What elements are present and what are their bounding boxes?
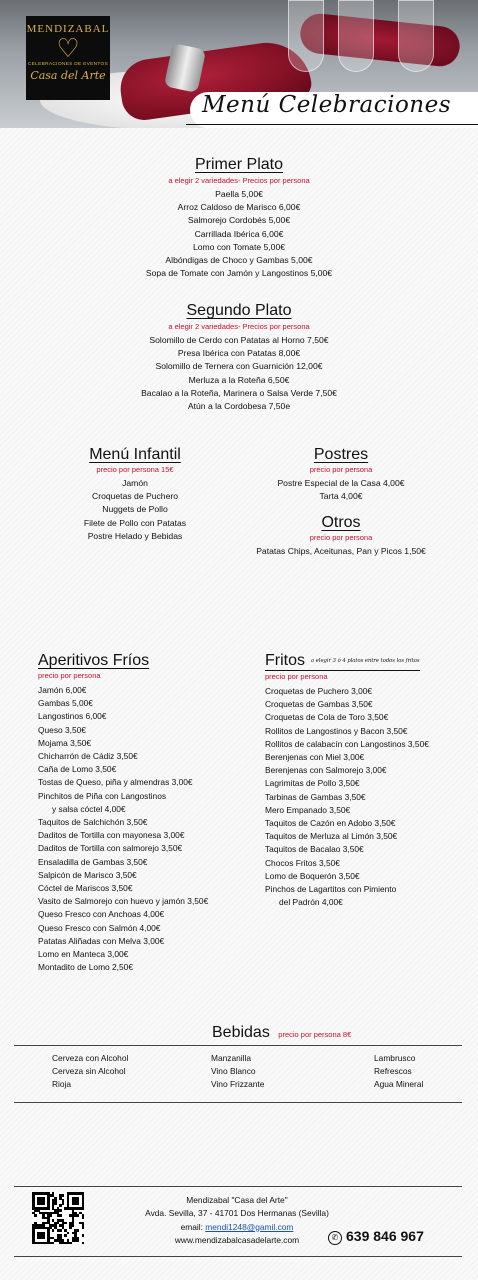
section-title: Otros bbox=[321, 514, 361, 531]
section-subtitle: precio por persona bbox=[309, 465, 373, 474]
menu-item: Solomillo de Cerdo con Patatas al Horno 7,50€ bbox=[149, 335, 329, 345]
qr-module bbox=[77, 1229, 80, 1232]
contact-info bbox=[130, 1194, 344, 1248]
bebidas-column bbox=[374, 1052, 423, 1092]
menu-item: Berenjenas con Miel 3,00€ bbox=[265, 752, 365, 763]
glass-graphic bbox=[398, 0, 434, 72]
menu-item: Bacalao a la Roteña, Marinera o Salsa Verde 7,50€ bbox=[141, 387, 337, 398]
divider bbox=[14, 1256, 462, 1257]
menu-item: Solomillo de Ternera con Guarnición 12,00€ bbox=[155, 361, 323, 372]
page-title: Menú Celebraciones bbox=[202, 92, 452, 118]
menu-item: Rollitos de Langostinos y Bacon 3,50€ bbox=[265, 725, 408, 736]
qr-module bbox=[62, 1202, 65, 1205]
menu-item: Salpicón de Marisco 3,50€ bbox=[38, 869, 137, 880]
section-title: Aperitivos Fríos bbox=[38, 652, 150, 669]
item-list bbox=[60, 477, 210, 543]
menu-item: Lagrimitas de Pollo 3,50€ bbox=[265, 778, 360, 789]
divider bbox=[14, 1186, 462, 1187]
menu-item: Ensaladilla de Gambas 3,50€ bbox=[38, 856, 148, 867]
menu-item: Chocos Fritos 3,50€ bbox=[265, 857, 340, 868]
menu-item: Langostinos 6,00€ bbox=[38, 711, 107, 722]
menu-item: Vino Frizzante bbox=[211, 1079, 265, 1090]
section-postres bbox=[250, 446, 432, 503]
menu-item: Carrillada Ibérica 6,00€ bbox=[194, 228, 284, 239]
qr-module bbox=[59, 1204, 62, 1207]
section-note: a elegir 3 ó 4 platos entre todos los fritos bbox=[311, 657, 420, 664]
section-bebidas bbox=[212, 1024, 351, 1042]
menu-item: Daditos de Tortilla con mayonesa 3,00€ bbox=[38, 830, 185, 841]
menu-item: Jamón 6,00€ bbox=[38, 685, 87, 695]
menu-item: Taquitos de Cazón en Adobo 3,50€ bbox=[265, 818, 396, 829]
fritos-header bbox=[265, 652, 420, 671]
qr-module bbox=[59, 1214, 62, 1217]
section-subtitle: precio por persona 15€ bbox=[96, 465, 174, 474]
qr-module bbox=[64, 1222, 67, 1225]
logo-name: MENDIZABAL bbox=[26, 23, 110, 35]
section-title: Segundo Plato bbox=[186, 302, 292, 319]
menu-item: Mero Empanado 3,50€ bbox=[265, 804, 351, 815]
qr-module bbox=[82, 1234, 85, 1237]
title-underline bbox=[186, 124, 478, 125]
menu-item: del Padrón 4,00€ bbox=[279, 897, 343, 908]
qr-module bbox=[47, 1207, 50, 1210]
menu-item: Jamón bbox=[122, 478, 148, 488]
qr-module bbox=[62, 1194, 65, 1197]
item-list bbox=[0, 188, 478, 280]
menu-item: Queso 3,50€ bbox=[38, 724, 86, 735]
menu-item: Mojama 3,50€ bbox=[38, 737, 92, 748]
menu-item: Croquetas de Puchero bbox=[92, 491, 178, 502]
qr-module bbox=[67, 1232, 70, 1235]
glass-graphic bbox=[288, 0, 324, 72]
email-line bbox=[130, 1221, 344, 1234]
logo-tagline: CELEBRACIONES DE EVENTOS bbox=[27, 62, 109, 67]
phone-text: 639 846 967 bbox=[346, 1228, 424, 1244]
qr-module bbox=[72, 1224, 75, 1227]
qr-code-icon bbox=[32, 1192, 84, 1244]
menu-item: Nuggets de Pollo bbox=[102, 504, 168, 515]
menu-item: y salsa cóctel 4,00€ bbox=[52, 803, 126, 814]
menu-item: Taquitos de Bacalao 3,50€ bbox=[265, 844, 364, 855]
section-subtitle: precio por persona bbox=[38, 671, 101, 680]
section-segundo-plato bbox=[0, 302, 478, 413]
menu-item: Patatas Chips, Aceitunas, Pan y Picos 1,50€ bbox=[256, 546, 426, 556]
bebidas-column bbox=[211, 1052, 264, 1092]
qr-module bbox=[59, 1209, 62, 1212]
section-subtitle: a elegir 2 variedades- Precios por persona bbox=[168, 176, 310, 185]
menu-item: Berenjenas con Salmorejo 3,00€ bbox=[265, 765, 387, 776]
section-otros bbox=[240, 514, 442, 558]
menu-item: Croquetas de Cola de Toro 3,50€ bbox=[265, 712, 389, 723]
section-primer-plato bbox=[0, 156, 478, 280]
section-title: Fritos bbox=[265, 652, 305, 669]
menu-item: Postre Helado y Bebidas bbox=[87, 530, 183, 541]
menu-item: Croquetas de Gambas 3,50€ bbox=[265, 699, 373, 710]
menu-item: Rollitos de calabacín con Langostinos 3,50€ bbox=[265, 738, 429, 749]
section-title: Menú Infantil bbox=[89, 446, 181, 463]
menu-item: Cerveza con Alcohol bbox=[52, 1053, 129, 1063]
qr-module bbox=[52, 1229, 55, 1232]
menu-item: Agua Mineral bbox=[374, 1079, 424, 1090]
phone-number[interactable] bbox=[328, 1228, 424, 1245]
qr-module bbox=[69, 1227, 72, 1230]
qr-module bbox=[49, 1214, 52, 1217]
menu-item: Patatas Aliñadas con Melva 3,00€ bbox=[38, 935, 165, 946]
section-subtitle: precio por persona bbox=[265, 672, 328, 681]
section-subtitle: precio por persona bbox=[309, 533, 373, 542]
website-link[interactable]: www.mendizabalcasadelarte.com bbox=[174, 1235, 300, 1246]
menu-item: Lomo de Boquerón 3,50€ bbox=[265, 870, 360, 881]
qr-module bbox=[52, 1242, 55, 1245]
menu-item: Presa Ibérica con Patatas 8,00€ bbox=[177, 348, 301, 359]
section-subtitle: precio por persona 8€ bbox=[278, 1030, 352, 1039]
menu-item: Paella 5,00€ bbox=[215, 189, 263, 199]
menu-item: Queso Fresco con Anchoas 4,00€ bbox=[38, 909, 165, 920]
menu-item: Daditos de Tortilla con salmorejo 3,50€ bbox=[38, 843, 183, 854]
logo bbox=[26, 16, 110, 100]
section-title: Primer Plato bbox=[194, 156, 284, 173]
menu-item: Lomo en Manteca 3,00€ bbox=[38, 949, 129, 960]
menu-item: Cerveza sin Alcohol bbox=[52, 1066, 126, 1077]
email-label: email: bbox=[180, 1221, 203, 1232]
qr-module bbox=[69, 1242, 72, 1245]
menu-item: Lomo con Tomate 5,00€ bbox=[192, 241, 286, 252]
menu-item: Merluza a la Roteña 6,50€ bbox=[188, 374, 290, 385]
item-list bbox=[0, 334, 478, 413]
item-list bbox=[265, 685, 465, 909]
qr-module bbox=[42, 1237, 45, 1240]
menu-item: Taquitos de Salchichón 3,50€ bbox=[38, 817, 148, 828]
bebidas-column bbox=[52, 1052, 128, 1092]
item-list bbox=[240, 545, 442, 558]
qr-module bbox=[77, 1214, 80, 1217]
qr-module bbox=[54, 1202, 57, 1205]
section-menu-infantil bbox=[60, 446, 210, 543]
menu-item: Pinchos de Lagartitos con Pimiento bbox=[265, 884, 397, 895]
heart-icon: ♡ bbox=[56, 33, 80, 63]
menu-item: Vasito de Salmorejo con huevo y jamón 3,50€ bbox=[38, 896, 209, 907]
menu-item: Filete de Pollo con Patatas bbox=[83, 517, 187, 528]
menu-item: Pinchitos de Piña con Langostinos bbox=[38, 790, 167, 801]
divider bbox=[14, 1045, 462, 1046]
menu-item: Cóctel de Mariscos 3,50€ bbox=[38, 883, 133, 894]
menu-item: Tarbinas de Gambas 3,50€ bbox=[265, 791, 366, 802]
qr-module bbox=[64, 1234, 67, 1237]
section-aperitivos-frios bbox=[38, 652, 248, 974]
menu-item: Croquetas de Puchero 3,00€ bbox=[265, 686, 373, 696]
section-title: Postres bbox=[313, 446, 369, 463]
menu-item: Refrescos bbox=[374, 1066, 412, 1077]
menu-item: Chicharrón de Cádiz 3,50€ bbox=[38, 751, 138, 762]
phone-icon: ✆ bbox=[328, 1231, 342, 1245]
qr-module bbox=[42, 1202, 45, 1205]
section-title: Bebidas bbox=[212, 1024, 270, 1041]
menu-item: Atún a la Cordobesa 7,50e bbox=[187, 401, 291, 412]
qr-module bbox=[34, 1214, 37, 1217]
menu-item: Caña de Lomo 3,50€ bbox=[38, 764, 117, 775]
divider bbox=[14, 1102, 462, 1103]
menu-item: Postre Especial de la Casa 4,00€ bbox=[277, 478, 405, 488]
glass-graphic bbox=[338, 0, 374, 72]
menu-item: Arroz Caldoso de Marisco 6,00€ bbox=[177, 202, 301, 213]
qr-module bbox=[82, 1242, 85, 1245]
menu-item: Sopa de Tomate con Jamón y Langostinos 5,00€ bbox=[145, 268, 333, 279]
qr-module bbox=[59, 1229, 62, 1232]
menu-item: Salmorejo Cordobés 5,00€ bbox=[187, 215, 291, 226]
business-name: Mendizabal "Casa del Arte" bbox=[186, 1195, 288, 1205]
qr-module bbox=[82, 1207, 85, 1210]
menu-item: Lambrusco bbox=[374, 1053, 416, 1063]
section-fritos bbox=[265, 652, 465, 909]
section-subtitle: a elegir 2 variedades- Precios por persona bbox=[168, 322, 310, 331]
qr-module bbox=[82, 1217, 85, 1220]
menu-item: Rioja bbox=[52, 1079, 72, 1090]
qr-module bbox=[82, 1227, 85, 1230]
menu-item: Vino Blanco bbox=[211, 1066, 256, 1077]
qr-module bbox=[77, 1202, 80, 1205]
item-list bbox=[250, 477, 432, 503]
menu-item: Montadito de Lomo 2,50€ bbox=[38, 962, 133, 973]
item-list bbox=[38, 684, 248, 974]
menu-item: Tostas de Queso, piña y almendras 3,00€ bbox=[38, 777, 193, 788]
menu-item: Taquitos de Merluza al Limón 3,50€ bbox=[265, 831, 398, 842]
menu-item: Tarta 4,00€ bbox=[319, 491, 363, 502]
menu-item: Gambas 5,00€ bbox=[38, 698, 93, 709]
address: Avda. Sevilla, 37 - 41701 Dos Hermanas (Sevilla) bbox=[145, 1208, 329, 1219]
logo-subname: Casa del Arte bbox=[30, 69, 106, 82]
menu-item: Manzanilla bbox=[211, 1053, 252, 1063]
menu-item: Albóndigas de Choco y Gambas 5,00€ bbox=[165, 255, 313, 266]
qr-module bbox=[77, 1239, 80, 1242]
menu-item: Queso Fresco con Salmón 4,00€ bbox=[38, 922, 161, 933]
email-link[interactable]: mendi1248@gamil.com bbox=[205, 1221, 294, 1232]
